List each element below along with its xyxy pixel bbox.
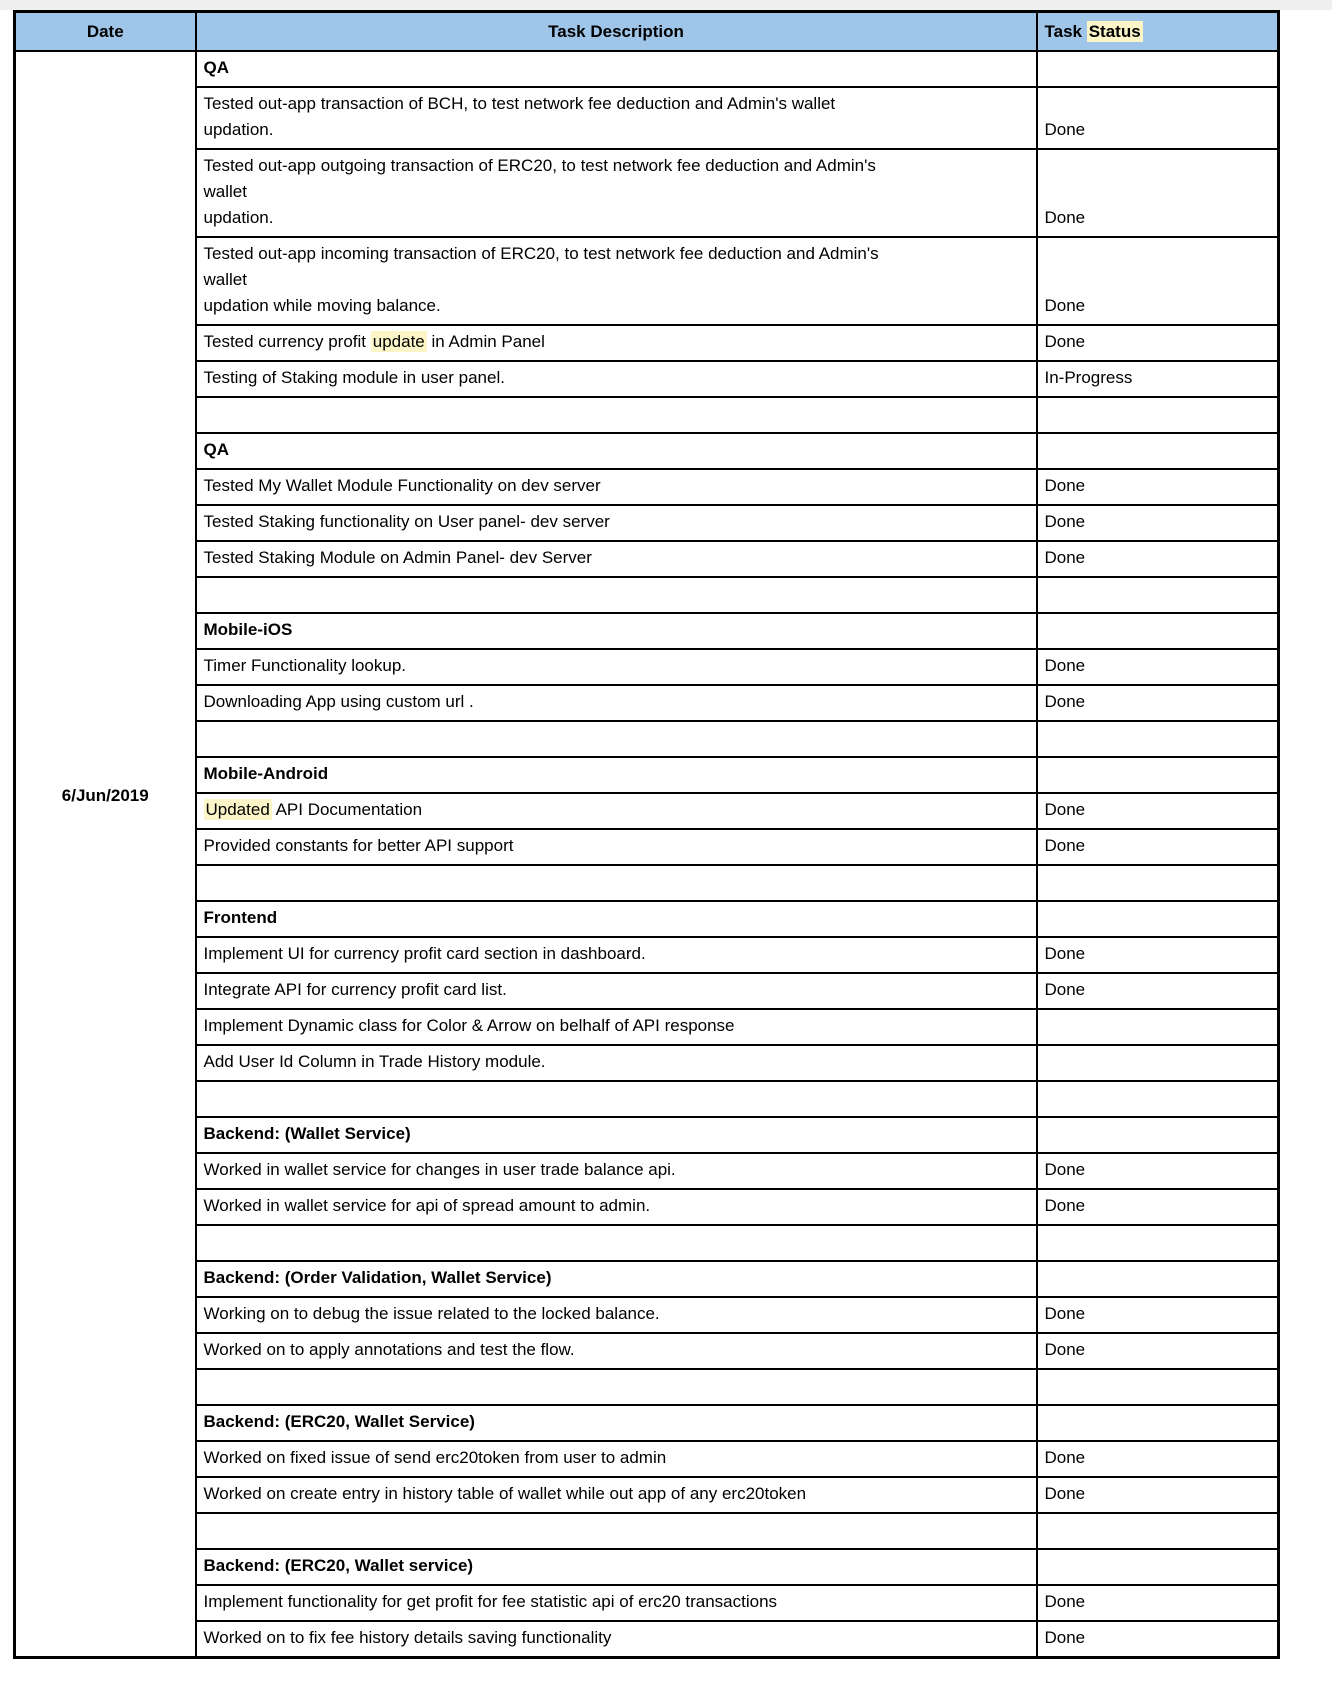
task-description-cell: Working on to debug the issue related to the locked balance.	[196, 1297, 1037, 1333]
section-row	[15, 1549, 1279, 1585]
task-row	[15, 1297, 1279, 1333]
highlighted-text: Updated	[205, 800, 270, 819]
task-status-cell: Done	[1037, 505, 1279, 541]
spacer-row	[15, 577, 1279, 613]
task-description-cell	[196, 1513, 1037, 1549]
task-row	[15, 1045, 1279, 1081]
header-date: Date	[15, 12, 196, 52]
task-description-cell	[196, 577, 1037, 613]
task-status-cell: Done	[1037, 973, 1279, 1009]
task-status-cell: Done	[1037, 541, 1279, 577]
section-title-cell: QA	[196, 433, 1037, 469]
task-description-cell: Testing of Staking module in user panel.	[196, 361, 1037, 397]
task-status-cell	[1037, 1261, 1279, 1297]
task-status-cell: Done	[1037, 469, 1279, 505]
task-description-cell	[196, 865, 1037, 901]
task-status-cell: Done	[1037, 1585, 1279, 1621]
task-status-cell: Done	[1037, 649, 1279, 685]
task-row	[15, 469, 1279, 505]
task-status-cell	[1037, 721, 1279, 757]
task-status-cell	[1037, 1009, 1279, 1045]
spacer-row	[15, 397, 1279, 433]
section-title-cell: Backend: (Order Validation, Wallet Service)	[196, 1261, 1037, 1297]
spacer-row	[15, 1225, 1279, 1261]
task-description-cell: Tested My Wallet Module Functionality on dev server	[196, 469, 1037, 505]
date-cell: 6/Jun/2019	[15, 51, 196, 1658]
task-status-cell: Done	[1037, 1333, 1279, 1369]
page-top-strip	[0, 0, 1332, 10]
task-status-cell	[1037, 577, 1279, 613]
task-row	[15, 829, 1279, 865]
section-row	[15, 757, 1279, 793]
task-description-cell: Tested Staking functionality on User panel- dev server	[196, 505, 1037, 541]
section-title-cell: Mobile-Android	[196, 757, 1037, 793]
task-row	[15, 793, 1279, 829]
section-row	[15, 1405, 1279, 1441]
report-sheet	[0, 10, 1332, 1659]
task-description-cell: Timer Functionality lookup.	[196, 649, 1037, 685]
section-row	[15, 1117, 1279, 1153]
header-row	[15, 12, 1279, 52]
task-status-cell: Done	[1037, 325, 1279, 361]
task-status-cell	[1037, 397, 1279, 433]
task-status-cell	[1037, 51, 1279, 87]
task-status-cell: Done	[1037, 149, 1279, 237]
task-description-cell: Implement functionality for get profit for fee statistic api of erc20 transactions	[196, 1585, 1037, 1621]
task-row	[15, 149, 1279, 237]
task-status-cell	[1037, 901, 1279, 937]
task-status-cell: Done	[1037, 1189, 1279, 1225]
section-title-cell: Backend: (ERC20, Wallet Service)	[196, 1405, 1037, 1441]
task-description-cell: Implement UI for currency profit card section in dashboard.	[196, 937, 1037, 973]
section-row	[15, 613, 1279, 649]
task-description-cell: Worked in wallet service for changes in user trade balance api.	[196, 1153, 1037, 1189]
task-row	[15, 1189, 1279, 1225]
task-status-cell: Done	[1037, 87, 1279, 149]
task-status-cell	[1037, 1117, 1279, 1153]
task-row	[15, 541, 1279, 577]
task-description-cell: Updated API Documentation	[196, 793, 1037, 829]
task-description-cell: Worked on fixed issue of send erc20token from user to admin	[196, 1441, 1037, 1477]
section-title-cell: Backend: (Wallet Service)	[196, 1117, 1037, 1153]
task-row	[15, 1477, 1279, 1513]
task-row	[15, 1009, 1279, 1045]
task-report-table	[13, 10, 1280, 1659]
task-status-cell	[1037, 1045, 1279, 1081]
spacer-row	[15, 865, 1279, 901]
task-description-cell: Tested out-app transaction of BCH, to test network fee deduction and Admin's wallet updation.	[196, 87, 1037, 149]
task-description-cell: Tested Staking Module on Admin Panel- dev Server	[196, 541, 1037, 577]
section-row	[15, 901, 1279, 937]
task-description-cell: Provided constants for better API support	[196, 829, 1037, 865]
task-status-cell: Done	[1037, 1477, 1279, 1513]
task-status-cell	[1037, 1081, 1279, 1117]
task-status-cell: Done	[1037, 1621, 1279, 1658]
task-row	[15, 1153, 1279, 1189]
task-status-cell	[1037, 757, 1279, 793]
section-title-cell: QA	[196, 51, 1037, 87]
task-status-cell: Done	[1037, 237, 1279, 325]
task-row	[15, 361, 1279, 397]
task-row	[15, 685, 1279, 721]
task-description-cell	[196, 1081, 1037, 1117]
task-row	[15, 1585, 1279, 1621]
task-description-cell: Downloading App using custom url .	[196, 685, 1037, 721]
task-row	[15, 87, 1279, 149]
task-status-cell	[1037, 1549, 1279, 1585]
header-task-status: Task Status	[1037, 12, 1279, 52]
task-table-body	[15, 51, 1279, 1658]
spacer-row	[15, 1081, 1279, 1117]
task-row	[15, 325, 1279, 361]
spacer-row	[15, 721, 1279, 757]
task-status-cell: Done	[1037, 793, 1279, 829]
task-row	[15, 1621, 1279, 1658]
spacer-row	[15, 1369, 1279, 1405]
highlighted-text: Status	[1088, 21, 1141, 41]
task-description-cell: Tested out-app incoming transaction of ERC20, to test network fee deduction and Admin's wallet updation while moving balance.	[196, 237, 1037, 325]
task-status-cell: Done	[1037, 1441, 1279, 1477]
task-row	[15, 505, 1279, 541]
section-title-cell: Frontend	[196, 901, 1037, 937]
task-description-cell	[196, 1369, 1037, 1405]
header-task-description: Task Description	[196, 12, 1037, 52]
task-status-cell: Done	[1037, 685, 1279, 721]
section-row	[15, 1261, 1279, 1297]
task-status-cell	[1037, 433, 1279, 469]
task-description-cell: Add User Id Column in Trade History module.	[196, 1045, 1037, 1081]
task-status-cell: Done	[1037, 829, 1279, 865]
task-status-cell	[1037, 1369, 1279, 1405]
task-status-cell: Done	[1037, 937, 1279, 973]
highlighted-text: update	[372, 332, 425, 351]
task-status-cell	[1037, 1513, 1279, 1549]
task-description-cell: Worked on create entry in history table of wallet while out app of any erc20token	[196, 1477, 1037, 1513]
section-row	[15, 51, 1279, 87]
task-row	[15, 237, 1279, 325]
task-description-cell	[196, 721, 1037, 757]
task-row	[15, 649, 1279, 685]
task-description-cell: Worked on to fix fee history details saving functionality	[196, 1621, 1037, 1658]
task-description-cell: Tested currency profit update in Admin Panel	[196, 325, 1037, 361]
task-status-cell	[1037, 1405, 1279, 1441]
section-title-cell: Mobile-iOS	[196, 613, 1037, 649]
task-description-cell: Tested out-app outgoing transaction of ERC20, to test network fee deduction and Admin's wallet updation.	[196, 149, 1037, 237]
task-status-cell	[1037, 1225, 1279, 1261]
task-row	[15, 1333, 1279, 1369]
task-description-cell	[196, 397, 1037, 433]
task-description-cell: Integrate API for currency profit card list.	[196, 973, 1037, 1009]
task-row	[15, 937, 1279, 973]
task-description-cell: Implement Dynamic class for Color & Arrow on belhalf of API response	[196, 1009, 1037, 1045]
section-title-cell: Backend: (ERC20, Wallet service)	[196, 1549, 1037, 1585]
task-description-cell: Worked on to apply annotations and test the flow.	[196, 1333, 1037, 1369]
task-row	[15, 1441, 1279, 1477]
task-status-cell: Done	[1037, 1297, 1279, 1333]
task-status-cell: Done	[1037, 1153, 1279, 1189]
task-row	[15, 973, 1279, 1009]
spacer-row	[15, 1513, 1279, 1549]
task-status-cell	[1037, 613, 1279, 649]
task-description-cell	[196, 1225, 1037, 1261]
section-row	[15, 433, 1279, 469]
task-description-cell: Worked in wallet service for api of spread amount to admin.	[196, 1189, 1037, 1225]
task-status-cell: In-Progress	[1037, 361, 1279, 397]
task-status-cell	[1037, 865, 1279, 901]
